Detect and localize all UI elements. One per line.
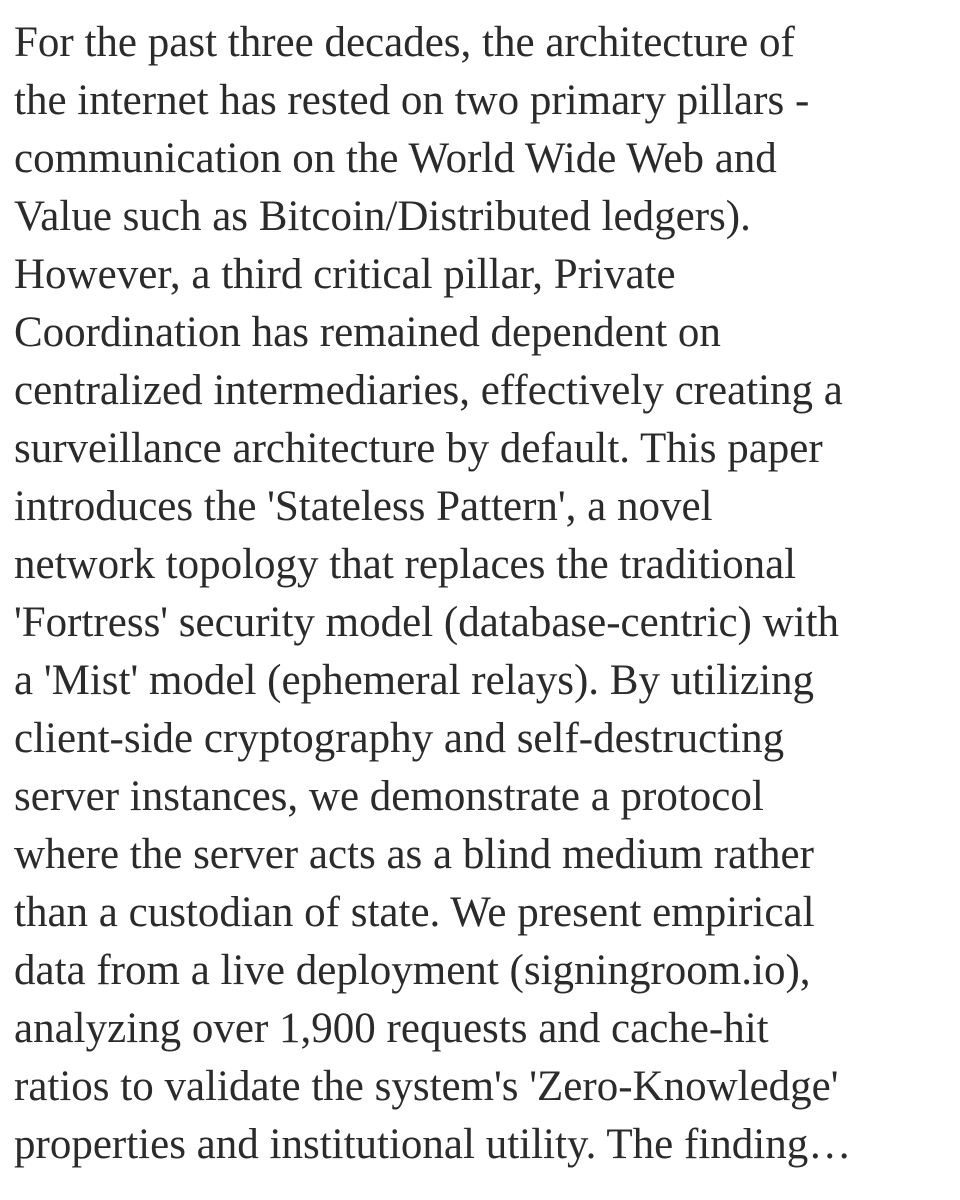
abstract-line: surveillance architecture by default. This paper <box>14 425 823 472</box>
abstract-line: where the server acts as a blind medium rather <box>14 831 814 878</box>
abstract-line: client-side cryptography and self-destructing <box>14 715 785 762</box>
abstract-line: network topology that replaces the traditional <box>14 541 797 588</box>
abstract-line: Coordination has remained dependent on <box>14 309 721 356</box>
abstract-line: For the past three decades, the architecture of <box>14 19 795 66</box>
abstract-line: analyzing over 1,900 requests and cache-hit <box>14 1005 769 1052</box>
abstract-line: server instances, we demonstrate a protocol <box>14 773 764 820</box>
abstract-line: than a custodian of state. We present empirical <box>14 889 815 936</box>
abstract-line: Value such as Bitcoin/Distributed ledgers). <box>14 193 751 240</box>
abstract-line: communication on the World Wide Web and <box>14 135 777 182</box>
abstract-line: 'Fortress' security model (database-centric) with <box>14 599 840 646</box>
abstract-line: properties and institutional utility. The finding… <box>14 1121 852 1168</box>
abstract-line: ratios to validate the system's 'Zero-Knowledge' <box>14 1063 839 1110</box>
abstract-line: data from a live deployment (signingroom.io), <box>14 947 811 994</box>
abstract-line: a 'Mist' model (ephemeral relays). By utilizing <box>14 657 815 704</box>
abstract-line: centralized intermediaries, effectively creating a <box>14 367 843 414</box>
abstract-line: introduces the 'Stateless Pattern', a novel <box>14 483 713 530</box>
abstract-line: However, a third critical pillar, Private <box>14 251 676 298</box>
abstract-line: the internet has rested on two primary pillars - <box>14 77 810 124</box>
